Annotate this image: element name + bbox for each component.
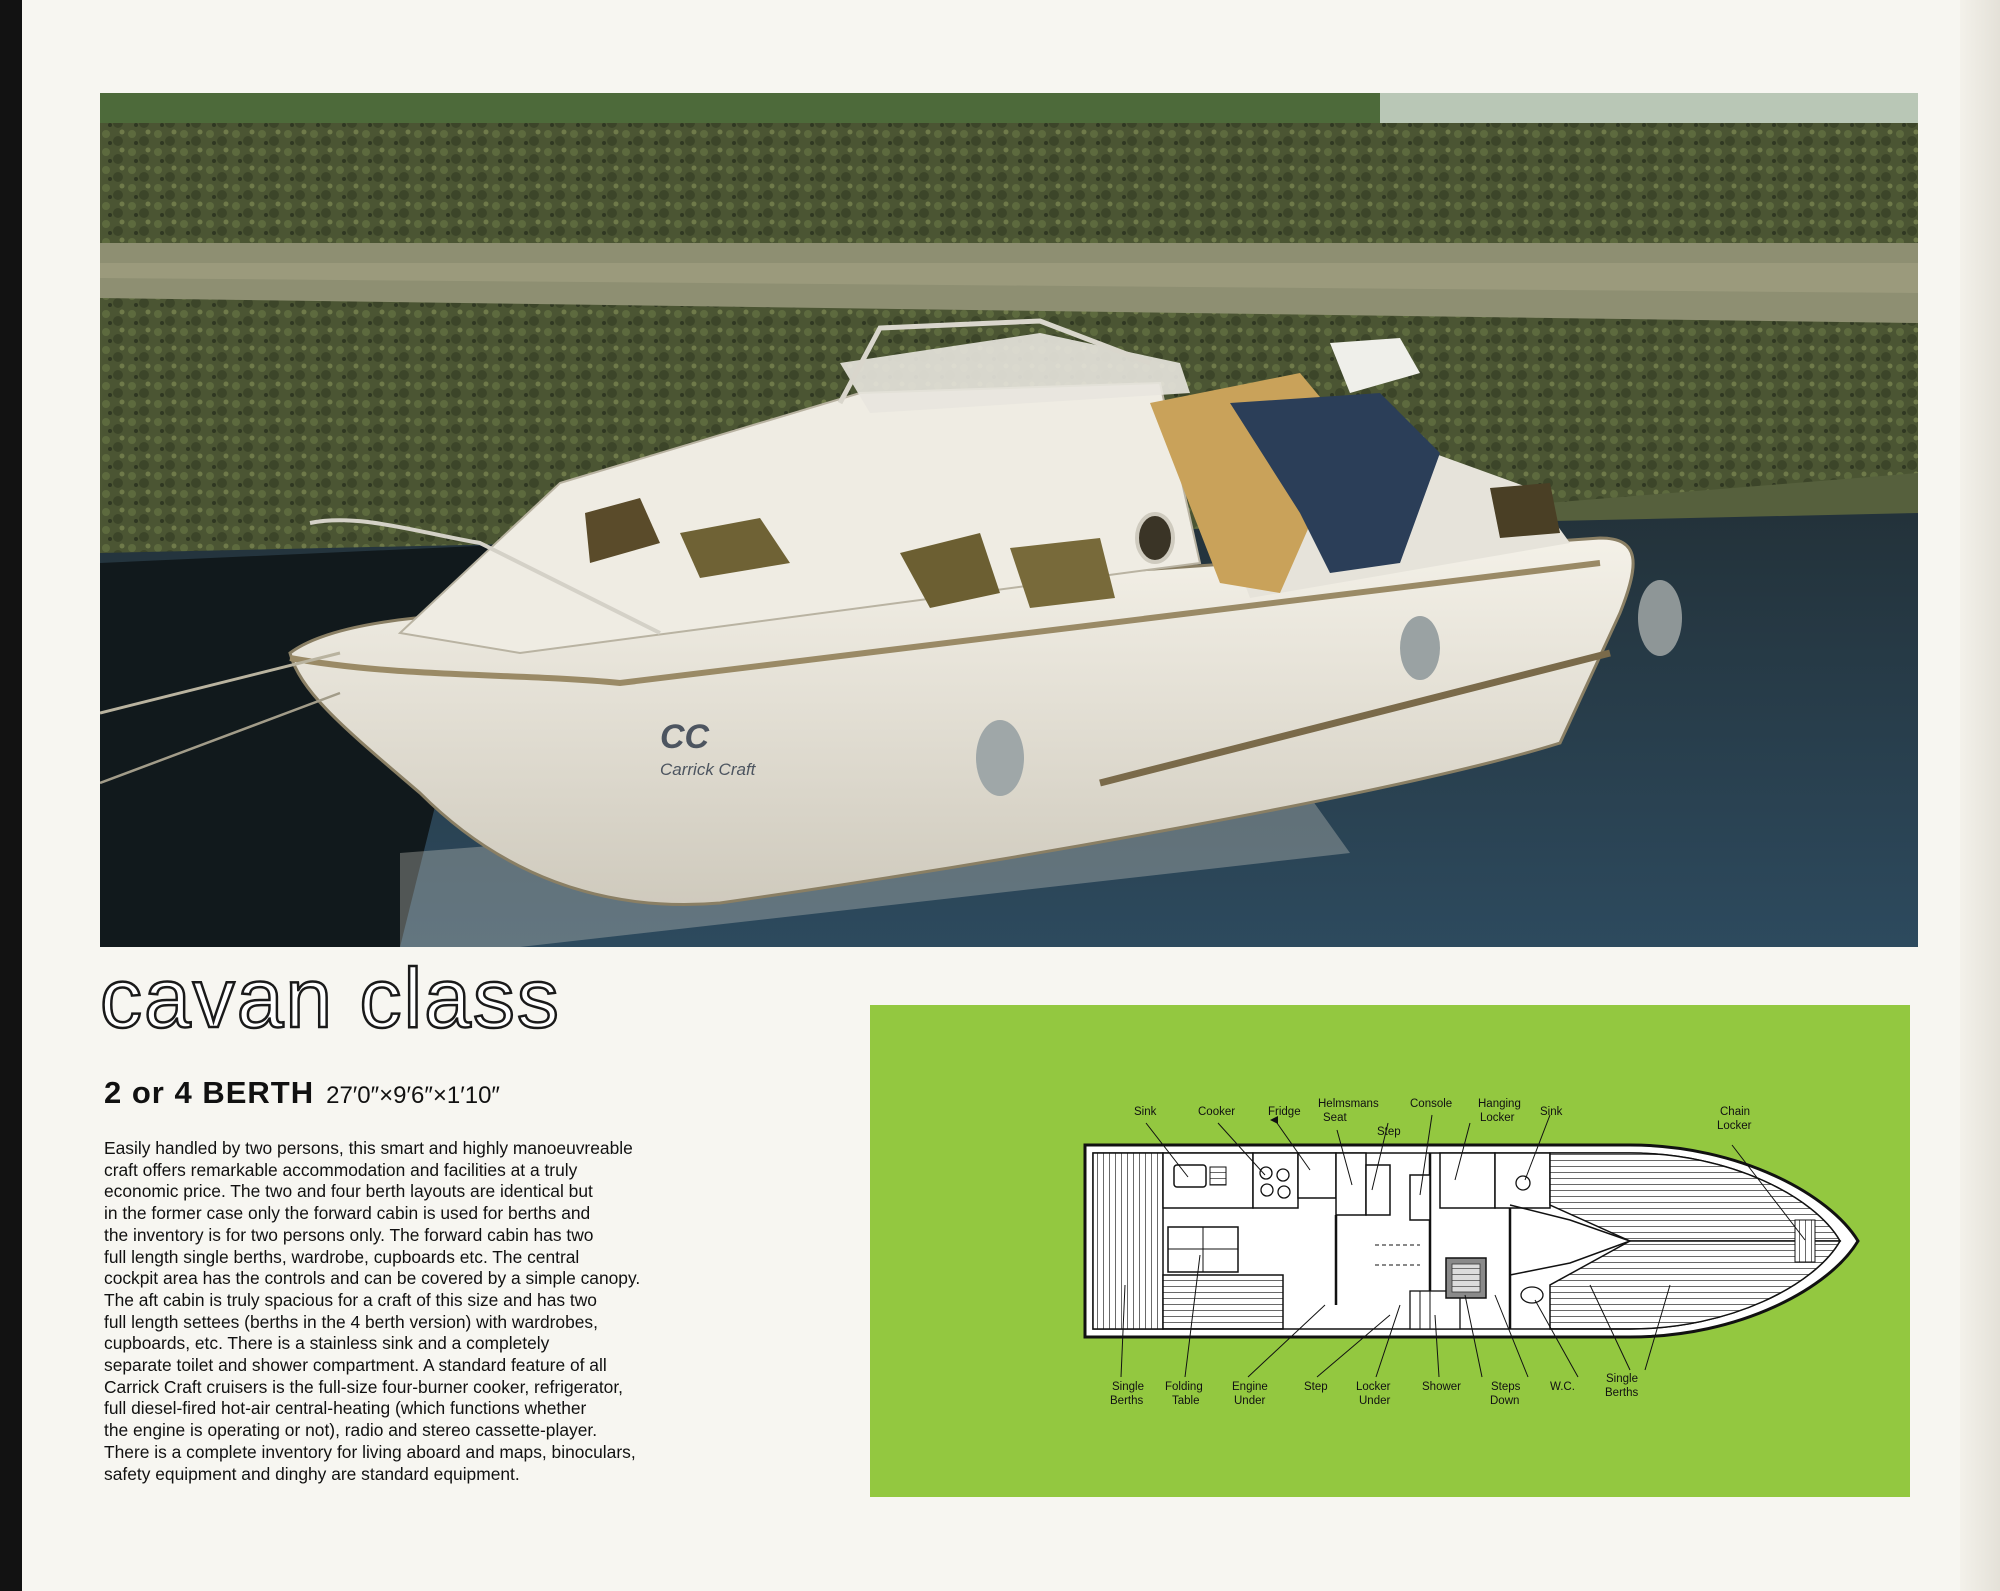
boat-dimensions: 27′0″×9′6″×1′10″	[326, 1082, 500, 1109]
hull-logo-text: Carrick Craft	[660, 760, 756, 779]
label-single-berths-aft-line2: Berths	[1110, 1395, 1144, 1407]
label-engine-under-line1: Engine	[1232, 1381, 1268, 1393]
berth-count: 2 or 4 BERTH	[104, 1075, 315, 1110]
label-single-berths-fwd-line2: Berths	[1605, 1387, 1639, 1399]
label-shower: Shower	[1422, 1381, 1461, 1393]
label-hanging-locker-line2: Locker	[1480, 1112, 1515, 1124]
label-wc: W.C.	[1550, 1381, 1575, 1393]
label-helmsmans-seat-line2: Seat	[1323, 1112, 1347, 1124]
label-step-top: Step	[1377, 1126, 1401, 1138]
boat-photo	[100, 93, 1918, 947]
label-engine-under-line2: Under	[1234, 1395, 1266, 1407]
label-folding-table-line1: Folding	[1165, 1381, 1203, 1393]
label-sink-fwd: Sink	[1540, 1106, 1563, 1118]
label-steps-down-line2: Down	[1490, 1395, 1520, 1407]
label-cooker: Cooker	[1198, 1106, 1236, 1118]
label-chain-locker-line2: Locker	[1717, 1120, 1752, 1132]
label-single-berths-fwd-line1: Single	[1606, 1373, 1638, 1385]
boat-photo-illustration	[100, 93, 1918, 947]
label-helmsmans-seat-line1: Helmsmans	[1318, 1098, 1379, 1110]
description-text: Easily handled by two persons, this smart and highly manoeuvreable craft offers remarkable accommodation and facilities at a truly economic price. The two and four berth layouts are identical but in the former case only the forward cabin is used for berths and the inventory is for two persons only. The forward cabin has two full length single berths, wardrobe, cupboards etc. The central cockpit area has the controls and can be covered by a simple canopy. The aft cabin is truly spacious for a craft of this size and has two full length settees (berths in the 4 berth version) with wardrobes, cupboards, etc. There is a stainless sink and a completely separate toilet and shower compartment. A standard feature of all Carrick Craft cruisers is the full-size four-burner cooker, refrigerator, full diesel-fired hot-air central-heating (which functions whether the engine is operating or not), radio and stereo cassette-player. There is a complete inventory for living aboard and maps, binoculars, safety equipment and dinghy are standard equipment.	[104, 1138, 641, 1484]
label-single-berths-aft-line1: Single	[1112, 1381, 1144, 1393]
label-locker-under-line1: Locker	[1356, 1381, 1391, 1393]
left-page-edge	[0, 0, 22, 1591]
label-console: Console	[1410, 1098, 1453, 1110]
right-page-edge	[1960, 0, 2000, 1591]
label-steps-down-line1: Steps	[1491, 1381, 1521, 1393]
floor-plan-diagram	[870, 1005, 1910, 1497]
label-step-bottom: Step	[1304, 1381, 1328, 1393]
label-sink-aft: Sink	[1134, 1106, 1157, 1118]
hull-logo-mark: CC	[660, 718, 710, 756]
floor-plan-panel	[870, 1005, 1910, 1497]
berth-heading	[104, 1075, 500, 1111]
label-folding-table-line2: Table	[1172, 1395, 1200, 1407]
label-chain-locker-line1: Chain	[1720, 1106, 1751, 1118]
label-fridge: Fridge	[1268, 1106, 1301, 1118]
page-title: cavan class	[100, 951, 561, 1045]
label-hanging-locker-line1: Hanging	[1478, 1098, 1521, 1110]
label-locker-under-line2: Under	[1359, 1395, 1391, 1407]
